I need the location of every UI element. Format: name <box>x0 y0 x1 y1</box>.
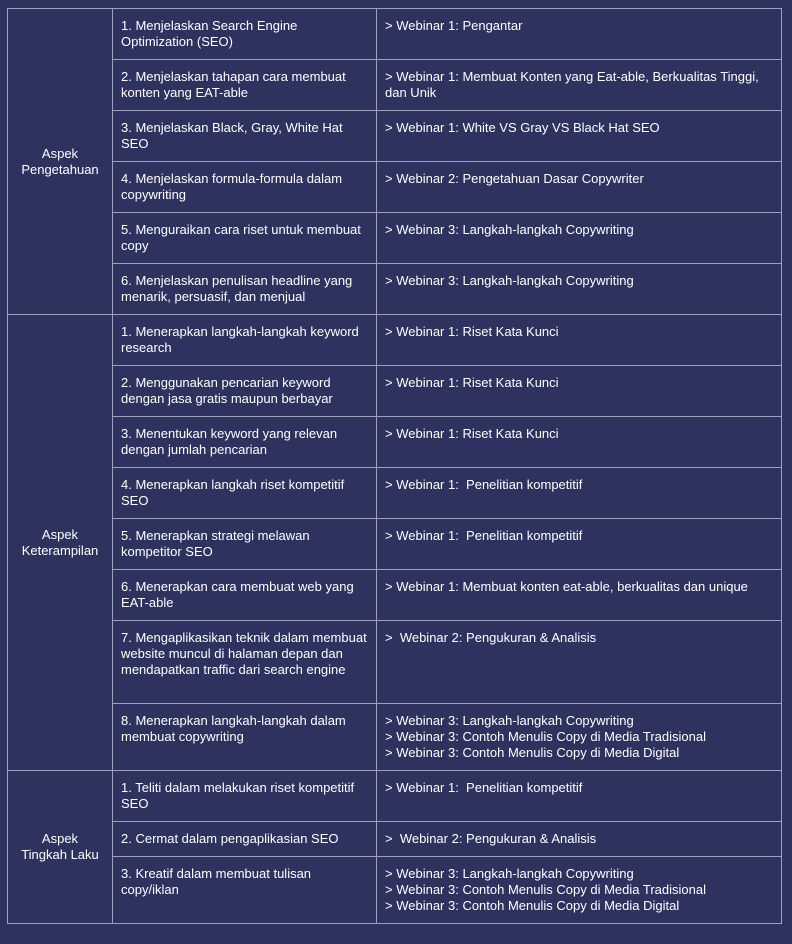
webinar-cell <box>377 468 782 519</box>
webinar-item: > Webinar 1: Membuat Konten yang Eat-able, Berkualitas Tinggi, dan Unik <box>385 69 763 100</box>
webinar-item: > Webinar 1: White VS Gray VS Black Hat SEO <box>385 120 660 135</box>
outcome-text: 6. Menerapkan cara membuat web yang EAT-able <box>121 579 354 610</box>
aspect-label: Aspek <box>41 145 79 161</box>
outcome-cell <box>113 570 377 621</box>
webinar-cell <box>377 162 782 213</box>
webinar-item: > Webinar 3: Langkah-langkah Copywriting <box>385 222 634 237</box>
webinar-cell <box>377 111 782 162</box>
webinar-cell <box>377 857 782 924</box>
webinar-item: > Webinar 3: Langkah-langkah Copywriting <box>385 866 634 881</box>
outcome-cell <box>113 417 377 468</box>
outcome-text: 2. Cermat dalam pengaplikasian SEO <box>121 831 339 846</box>
table-row <box>8 366 782 417</box>
curriculum-table-body <box>8 9 782 924</box>
outcome-cell <box>113 264 377 315</box>
outcome-text: 5. Menerapkan strategi melawan kompetitor SEO <box>121 528 310 559</box>
aspect-label: Aspek <box>41 831 79 846</box>
outcome-cell <box>113 9 377 60</box>
webinar-cell <box>377 9 782 60</box>
table-row <box>8 9 782 60</box>
outcome-cell <box>113 519 377 570</box>
table-row <box>8 315 782 366</box>
outcome-text: 2. Menggunakan pencarian keyword dengan jasa gratis maupun berbayar <box>121 375 333 406</box>
webinar-cell <box>377 771 782 822</box>
webinar-item: > Webinar 2: Pengukuran & Analisis <box>385 630 597 645</box>
webinar-cell <box>377 315 782 366</box>
aspect-label: Keterampilan <box>21 542 99 558</box>
webinar-cell <box>377 213 782 264</box>
outcome-text: 1. Menerapkan langkah-langkah keyword research <box>121 324 359 355</box>
outcome-text: 3. Kreatif dalam membuat tulisan copy/iklan <box>121 866 312 897</box>
webinar-item: > Webinar 3: Langkah-langkah Copywriting <box>385 273 634 288</box>
webinar-item: > Webinar 1: Riset Kata Kunci <box>385 324 559 339</box>
table-row <box>8 857 782 924</box>
table-row <box>8 771 782 822</box>
webinar-cell <box>377 570 782 621</box>
webinar-item: > Webinar 2: Pengukuran & Analisis <box>385 831 597 846</box>
outcome-text: 1. Teliti dalam melakukan riset kompetitif SEO <box>121 780 355 811</box>
webinar-item: > Webinar 1: Penelitian kompetitif <box>385 477 583 492</box>
webinar-cell <box>377 621 782 704</box>
table-row <box>8 162 782 213</box>
table-row <box>8 570 782 621</box>
outcome-cell <box>113 704 377 771</box>
outcome-text: 1. Menjelaskan Search Engine Optimization (SEO) <box>121 18 298 49</box>
outcome-cell <box>113 213 377 264</box>
table-row <box>8 213 782 264</box>
webinar-cell <box>377 366 782 417</box>
webinar-item: > Webinar 1: Penelitian kompetitif <box>385 780 583 795</box>
outcome-text: 3. Menentukan keyword yang relevan dengan jumlah pencarian <box>121 426 338 457</box>
table-row <box>8 417 782 468</box>
outcome-text: 3. Menjelaskan Black, Gray, White Hat SEO <box>121 120 343 151</box>
outcome-text: 4. Menjelaskan formula-formula dalam copywriting <box>121 171 343 202</box>
table-row <box>8 704 782 771</box>
outcome-text: 7. Mengaplikasikan teknik dalam membuat website muncul di halaman depan dan mendapatkan traffic dari search engine <box>121 630 367 677</box>
webinar-item: > Webinar 3: Contoh Menulis Copy di Media Digital <box>385 898 680 913</box>
outcome-cell <box>113 60 377 111</box>
aspect-cell <box>8 771 113 924</box>
outcome-cell <box>113 771 377 822</box>
outcome-cell <box>113 468 377 519</box>
webinar-item: > Webinar 3: Contoh Menulis Copy di Media Digital <box>385 745 680 760</box>
webinar-cell <box>377 264 782 315</box>
aspect-cell <box>8 315 113 771</box>
outcome-text: 6. Menjelaskan penulisan headline yang menarik, persuasif, dan menjual <box>121 273 353 304</box>
table-row <box>8 60 782 111</box>
outcome-cell <box>113 822 377 857</box>
aspect-label: Aspek <box>41 526 79 542</box>
table-row <box>8 621 782 704</box>
outcome-cell <box>113 162 377 213</box>
table-row <box>8 111 782 162</box>
outcome-text: 5. Menguraikan cara riset untuk membuat copy <box>121 222 361 253</box>
aspect-label: Pengetahuan <box>21 161 99 177</box>
outcome-text: 4. Menerapkan langkah riset kompetitif SEO <box>121 477 345 508</box>
webinar-item: > Webinar 1: Membuat konten eat-able, berkualitas dan unique <box>385 579 748 594</box>
outcome-text: 8. Menerapkan langkah-langkah dalam membuat copywriting <box>121 713 346 744</box>
webinar-item: > Webinar 1: Pengantar <box>385 18 523 33</box>
outcome-cell <box>113 621 377 704</box>
webinar-item: > Webinar 2: Pengetahuan Dasar Copywriter <box>385 171 644 186</box>
webinar-cell <box>377 822 782 857</box>
table-row <box>8 264 782 315</box>
webinar-item: > Webinar 3: Contoh Menulis Copy di Media Tradisional <box>385 882 706 897</box>
curriculum-table <box>7 8 782 924</box>
webinar-item: > Webinar 1: Riset Kata Kunci <box>385 375 559 390</box>
table-row <box>8 519 782 570</box>
webinar-cell <box>377 417 782 468</box>
aspect-cell <box>8 9 113 315</box>
outcome-cell <box>113 315 377 366</box>
aspect-label: Tingkah Laku <box>21 847 99 862</box>
outcome-cell <box>113 111 377 162</box>
table-row <box>8 822 782 857</box>
outcome-cell <box>113 857 377 924</box>
webinar-item: > Webinar 3: Langkah-langkah Copywriting <box>385 713 634 728</box>
webinar-cell <box>377 519 782 570</box>
table-row <box>8 468 782 519</box>
webinar-cell <box>377 60 782 111</box>
webinar-cell <box>377 704 782 771</box>
webinar-item: > Webinar 1: Riset Kata Kunci <box>385 426 559 441</box>
outcome-cell <box>113 366 377 417</box>
webinar-item: > Webinar 1: Penelitian kompetitif <box>385 528 583 543</box>
outcome-text: 2. Menjelaskan tahapan cara membuat konten yang EAT-able <box>121 69 346 100</box>
webinar-item: > Webinar 3: Contoh Menulis Copy di Media Tradisional <box>385 729 706 744</box>
